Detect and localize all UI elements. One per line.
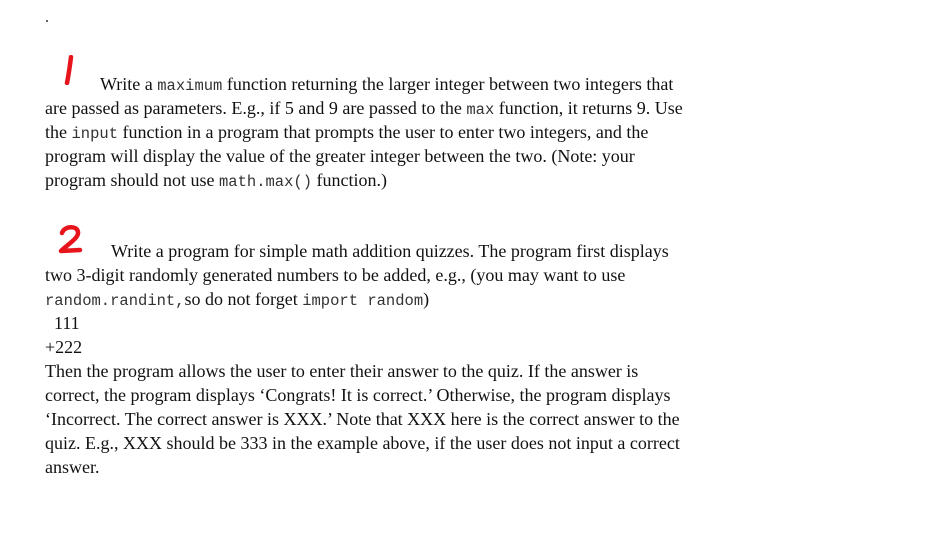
text: two 3-digit randomly generated numbers to be added, e.g., (you may want to use [45,265,626,285]
stray-dot [46,20,48,22]
text: function.) [312,170,387,190]
text: function returning the larger integer between two integers that [222,74,674,94]
text: are passed as parameters. E.g., if 5 and 9 are passed to the [45,98,467,118]
text: program should not use [45,170,219,190]
q2-line-10 [45,455,785,479]
text: Then the program allows the user to enter their answer to the quiz. If the answer is [45,361,639,381]
q2-line-1 [45,239,785,263]
text: Write a [100,74,158,94]
text: ‘Incorrect. The correct answer is XXX.’ Note that XXX here is the correct answer to the [45,409,680,429]
text: ) [423,289,430,309]
q2-line-6 [45,359,785,383]
q1-line-4 [45,144,785,168]
q2-line-2 [45,263,785,287]
text: correct, the program displays ‘Congrats! It is correct.’ Otherwise, the program displays [45,385,671,405]
text: so do not forget [184,289,303,309]
q2-line-8 [45,407,785,431]
text: +222 [45,337,83,357]
q2-line-9 [45,431,785,455]
q2-example-operand-2 [45,335,785,359]
text: Write a program for simple math addition quizzes. The program first displays [111,241,669,261]
q2-line-3 [45,287,785,311]
q1-line-3 [45,120,785,144]
text: program will display the value of the greater integer between the two. (Note: your [45,146,635,166]
q1-line-5 [45,168,785,192]
text: 111 [54,313,80,333]
text: function in a program that prompts the user to enter two integers, and the [118,122,649,142]
code-input: input [71,125,119,143]
question-1 [45,72,785,192]
q2-example-operand-1 [45,311,785,335]
code-random-randint: random.randint, [45,292,185,310]
code-import-random: import random [302,292,424,310]
code-maximum: maximum [157,77,223,95]
text: the [45,122,72,142]
code-math-max: math.max() [218,173,312,191]
text: function, it returns 9. Use [494,98,683,118]
text: quiz. E.g., XXX should be 333 in the example above, if the user does not input a correct [45,433,680,453]
q2-line-7 [45,383,785,407]
q1-line-1 [45,72,785,96]
q1-line-2 [45,96,785,120]
text: answer. [45,457,100,477]
question-2 [45,239,785,479]
code-max: max [466,101,495,119]
